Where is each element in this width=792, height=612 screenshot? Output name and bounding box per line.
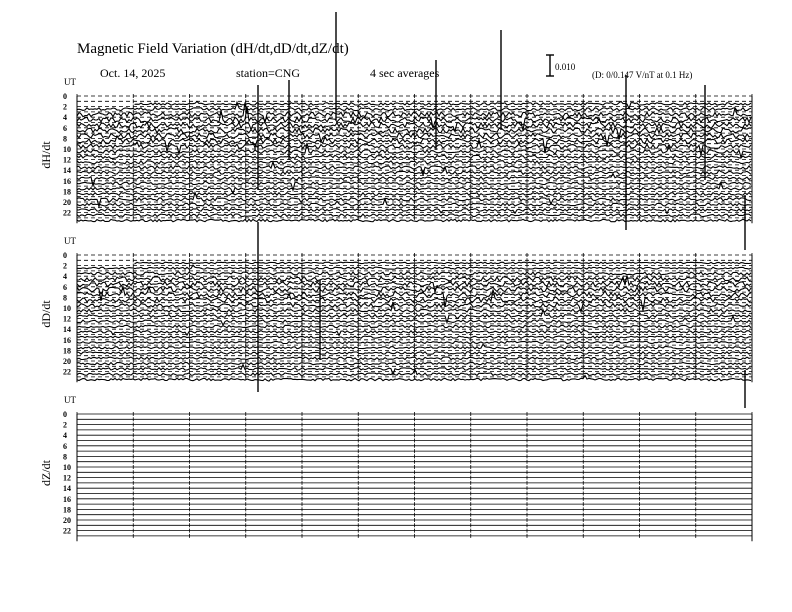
hour-tick-label: 18 (63, 187, 71, 197)
hour-row (77, 523, 752, 527)
hour-tick-label: 0 (63, 251, 67, 260)
hour-row (77, 534, 752, 538)
scale-bar (546, 55, 576, 76)
date-label: Oct. 14, 2025 (100, 66, 166, 80)
hour-tick-label: 16 (63, 494, 71, 504)
hour-row (77, 343, 752, 349)
figure-title: Magnetic Field Variation (dH/dt,dD/dt,dZ/dt) (77, 41, 349, 57)
hour-tick-label: 18 (63, 346, 71, 356)
hour-row (63, 527, 752, 536)
trace-line (77, 287, 751, 301)
station-label: station=CNG (236, 66, 301, 80)
trace-line (77, 357, 751, 359)
hour-tick-label: 2 (63, 420, 67, 430)
trace-line (77, 219, 751, 221)
trace-line (77, 336, 751, 338)
panel-ylabel: dZ/dt (39, 460, 53, 486)
hour-tick-label: 10 (63, 304, 71, 313)
hour-row (77, 354, 752, 360)
hour-tick-label: 6 (63, 282, 67, 292)
trace-line (77, 369, 751, 375)
panel-dZ-dt (39, 395, 752, 541)
hour-tick-label: 14 (63, 325, 71, 335)
trace-line (77, 272, 751, 275)
hour-tick-label: 8 (63, 452, 67, 462)
hour-tick-label: 4 (63, 272, 67, 282)
hour-row (77, 258, 752, 263)
hour-tick-label: 20 (63, 357, 71, 366)
hour-tick-label: 20 (63, 516, 71, 525)
hour-row (63, 474, 752, 483)
hour-row (77, 481, 752, 485)
scale-bar-label: 0.010 (555, 62, 576, 72)
ut-label: UT (64, 395, 76, 405)
trace-line (77, 363, 751, 365)
hour-tick-label: 22 (63, 367, 71, 377)
hour-row (63, 421, 752, 430)
hour-tick-label: 20 (63, 198, 71, 207)
hour-row (63, 410, 752, 419)
hour-row (77, 470, 752, 474)
hour-row (63, 442, 752, 451)
panel-ylabel: dD/dt (39, 300, 53, 328)
hour-tick-label: 14 (63, 484, 71, 494)
hour-row (63, 463, 752, 472)
hour-tick-label: 22 (63, 526, 71, 536)
hour-row (63, 495, 752, 504)
trace-line (77, 277, 751, 281)
ut-label: UT (64, 236, 76, 246)
hour-row (77, 417, 752, 421)
trace-line (77, 128, 751, 140)
calibration-note: (D: 0/0.147 V/nT at 0.1 Hz) (592, 70, 693, 80)
trace-line (77, 161, 751, 164)
hour-row (63, 431, 752, 440)
hour-tick-label: 0 (63, 410, 67, 419)
trace-line (77, 341, 751, 343)
hour-tick-label: 2 (63, 261, 67, 271)
hour-tick-label: 22 (63, 208, 71, 218)
trace-line (77, 352, 751, 354)
hour-row (77, 333, 752, 339)
ut-label: UT (64, 77, 76, 87)
hour-row (77, 449, 752, 453)
hour-tick-label: 2 (63, 102, 67, 112)
hour-tick-label: 10 (63, 463, 71, 472)
hour-tick-label: 8 (63, 134, 67, 144)
hour-tick-label: 12 (63, 473, 71, 483)
hour-tick-label: 18 (63, 505, 71, 515)
hour-tick-label: 14 (63, 166, 71, 176)
hour-tick-label: 8 (63, 293, 67, 303)
hour-tick-label: 4 (63, 113, 67, 123)
hour-tick-label: 6 (63, 123, 67, 133)
trace-line (77, 325, 751, 327)
hour-tick-label: 4 (63, 431, 67, 441)
hour-tick-label: 6 (63, 441, 67, 451)
hour-row (63, 251, 752, 260)
hour-row (77, 439, 752, 443)
panels-group (39, 12, 752, 541)
hour-row (63, 92, 752, 101)
hour-row (77, 428, 752, 432)
trace-line (77, 376, 751, 382)
trace-line (135, 101, 751, 108)
hour-row (63, 452, 752, 461)
hour-tick-label: 12 (63, 155, 71, 165)
hour-row (77, 513, 752, 517)
hour-row (63, 505, 752, 514)
panel-ylabel: dH/dt (39, 141, 53, 169)
hour-tick-label: 16 (63, 335, 71, 345)
hour-row (63, 484, 752, 493)
hour-row (77, 502, 752, 506)
trace-line (135, 262, 751, 263)
hour-row (77, 492, 752, 496)
trace-line (77, 193, 751, 196)
hour-tick-label: 10 (63, 145, 71, 154)
hour-row (77, 322, 752, 328)
hour-row (77, 460, 752, 464)
hour-tick-label: 12 (63, 314, 71, 324)
trace-line (77, 214, 751, 217)
hour-tick-label: 0 (63, 92, 67, 101)
hour-tick-label: 16 (63, 176, 71, 186)
panel-dD-dt (39, 222, 752, 408)
averaging-label: 4 sec averages (370, 66, 440, 80)
trace-line (77, 155, 751, 158)
hour-row (77, 375, 752, 381)
hour-row (77, 269, 752, 275)
hour-row (63, 516, 752, 525)
